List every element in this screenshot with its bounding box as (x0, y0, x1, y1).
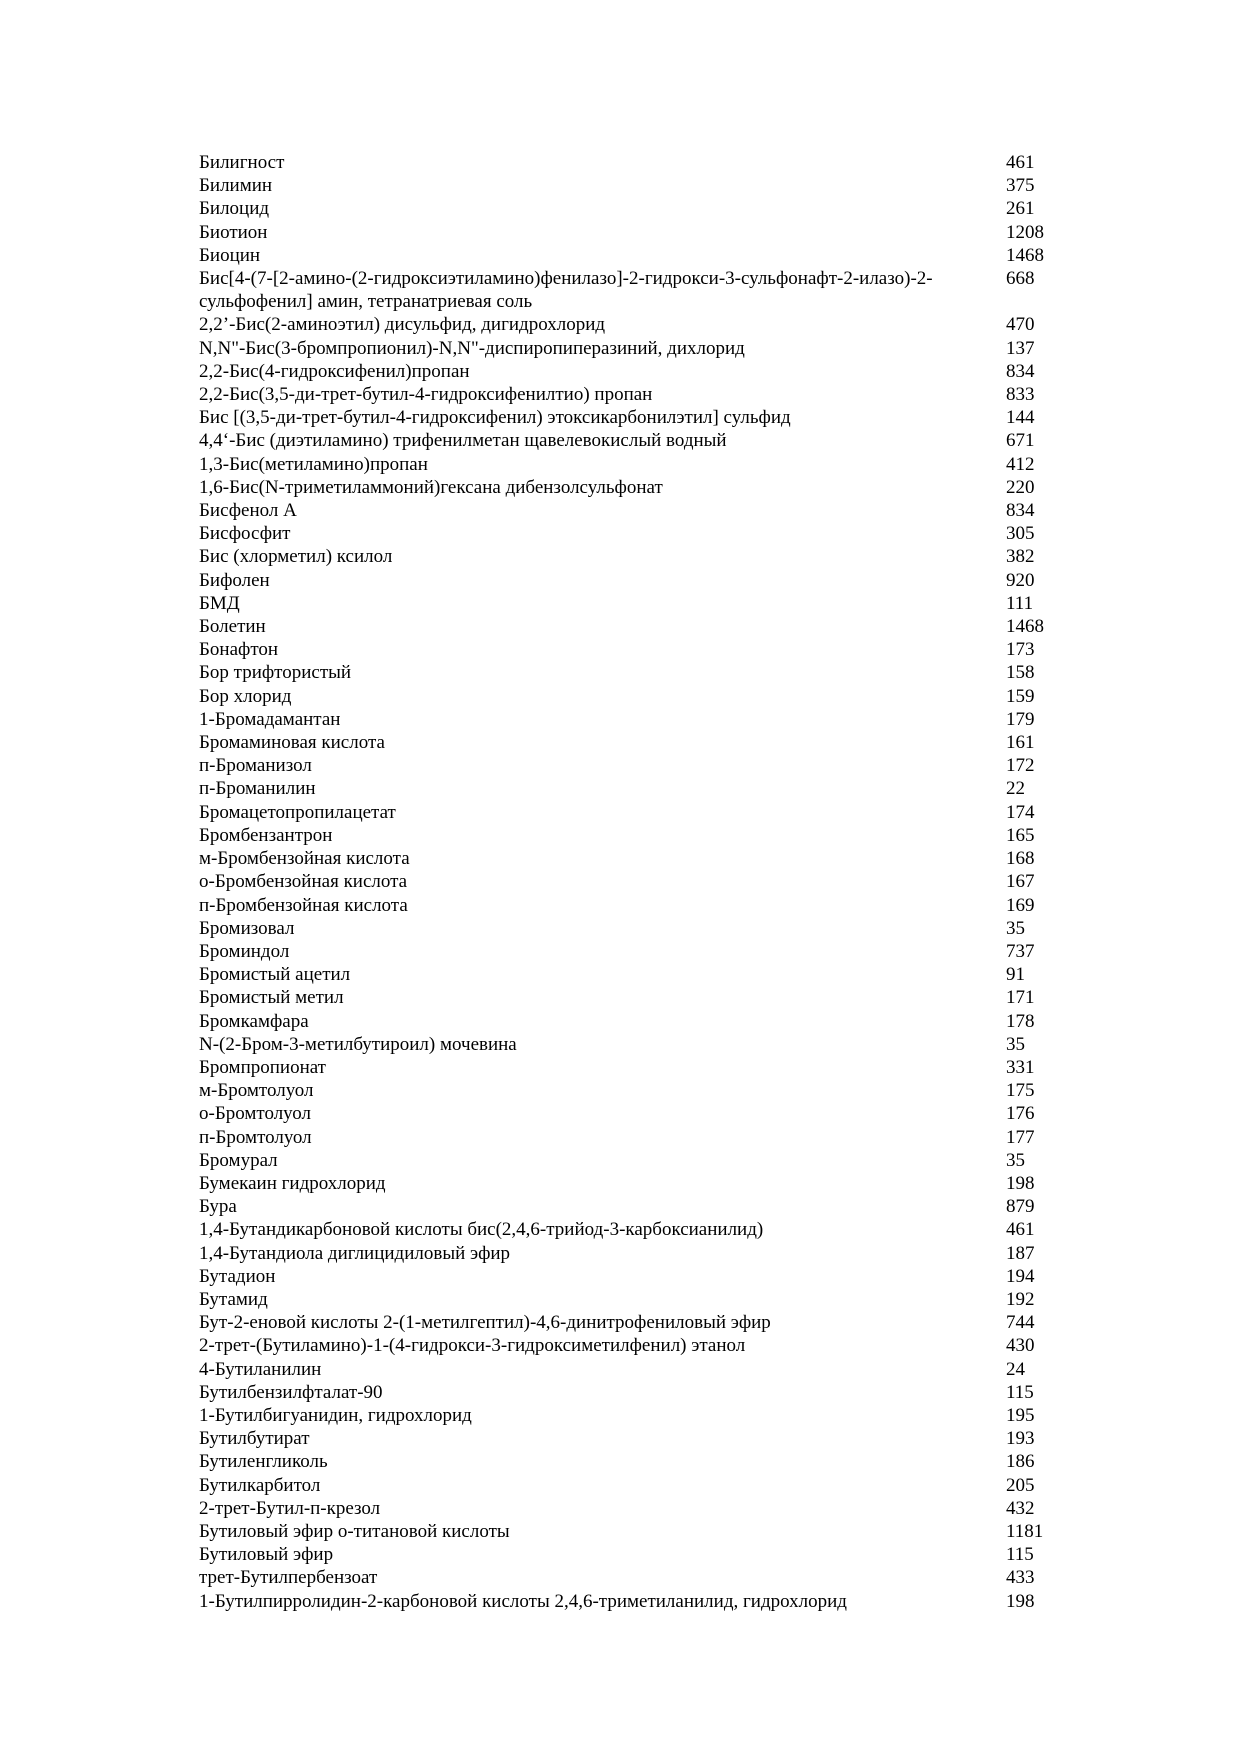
entry-name: Бромаминовая кислота (199, 732, 385, 754)
entry-page-number: 159 (1006, 685, 1035, 707)
entry-name: Бутилкарбитол (199, 1474, 321, 1496)
entry-page-number: 91 (1006, 964, 1025, 986)
entry-name: Бутиловый эфир о-титановой кислоты (199, 1520, 510, 1542)
entry-page-number: 1468 (1006, 616, 1044, 638)
entry-name: Бромпропионат (199, 1056, 326, 1078)
index-entry (199, 1404, 1079, 1427)
entry-name: Бромацетопропилацетат (199, 801, 396, 823)
entry-name: Бисфосфит (199, 523, 291, 545)
entry-page-number: 879 (1006, 1196, 1035, 1218)
entry-name: о-Бромбензойная кислота (199, 871, 408, 893)
index-entry (199, 1102, 1079, 1125)
index-entry (199, 986, 1079, 1009)
entry-page-number: 671 (1006, 430, 1035, 452)
index-entry (199, 267, 1079, 313)
entry-page-number: 175 (1006, 1080, 1035, 1102)
entry-name: м-Бромтолуол (199, 1080, 314, 1102)
entry-page-number: 382 (1006, 546, 1035, 568)
entry-name: 1-Бутилпирролидин-2-карбоновой кислоты 2,4,6-триметиланилид, гидрохлорид (199, 1590, 847, 1612)
index-entry (199, 337, 1079, 360)
entry-page-number: 194 (1006, 1265, 1035, 1287)
index-entry (199, 638, 1079, 661)
entry-name: Бутиленгликоль (199, 1451, 328, 1473)
entry-page-number: 430 (1006, 1335, 1035, 1357)
entry-name: 1,6-Бис(N-триметиламмоний)гексана дибензолсульфонат (199, 476, 663, 498)
index-entry (199, 545, 1079, 568)
entry-name: Бутадион (199, 1265, 276, 1287)
entry-name: Бифолен (199, 569, 270, 591)
index-entry (199, 1590, 1079, 1613)
entry-page-number: 174 (1006, 801, 1035, 823)
index-entry (199, 708, 1079, 731)
entry-page-number: 178 (1006, 1010, 1035, 1032)
index-entry (199, 1218, 1079, 1241)
index-entry (199, 1566, 1079, 1589)
index-entry (199, 1149, 1079, 1172)
index-entry (199, 174, 1079, 197)
index-entry (199, 1450, 1079, 1473)
entry-page-number: 35 (1006, 1149, 1025, 1171)
entry-name: 1-Бутилбигуанидин, гидрохлорид (199, 1404, 472, 1426)
index-entry (199, 1381, 1079, 1404)
entry-page-number: 198 (1006, 1172, 1035, 1194)
entry-name: Бис [(3,5-ди-трет-бутил-4-гидроксифенил) этоксикарбонилэтил] сульфид (199, 407, 791, 429)
entry-page-number: 22 (1006, 778, 1025, 800)
entry-page-number: 187 (1006, 1242, 1035, 1264)
index-entry (199, 1033, 1079, 1056)
entry-name: Бор трифтористый (199, 662, 352, 684)
entry-name: Бонафтон (199, 639, 279, 661)
index-entry (199, 429, 1079, 452)
index-entry (199, 499, 1079, 522)
index-entry (199, 1010, 1079, 1033)
index-entry (199, 360, 1079, 383)
entry-page-number: 173 (1006, 639, 1035, 661)
index-entry (199, 1311, 1079, 1334)
entry-name: Билигност (199, 152, 285, 173)
entry-page-number: 186 (1006, 1451, 1035, 1473)
index-entry (199, 1172, 1079, 1195)
entry-page-number: 920 (1006, 569, 1035, 591)
entry-page-number: 432 (1006, 1497, 1035, 1519)
entry-name: Бумекаин гидрохлорид (199, 1172, 386, 1194)
index-entry (199, 1497, 1079, 1520)
index-entry (199, 313, 1079, 336)
index-entry (199, 685, 1079, 708)
entry-name: 2,2-Бис(3,5-ди-трет-бутил-4-гидроксифенилтио) пропан (199, 384, 653, 406)
entry-page-number: 168 (1006, 848, 1035, 870)
entry-page-number: 137 (1006, 337, 1035, 359)
entry-page-number: 1468 (1006, 244, 1044, 266)
index-entry (199, 1288, 1079, 1311)
index-entry (199, 1056, 1079, 1079)
entry-page-number: 35 (1006, 1033, 1025, 1055)
entry-name: Бут-2-еновой кислоты 2-(1-метилгептил)-4,6-динитрофениловый эфир (199, 1312, 771, 1334)
entry-page-number: 375 (1006, 175, 1035, 197)
entry-page-number: 412 (1006, 453, 1035, 475)
index-entry (199, 151, 1079, 174)
entry-page-number: 193 (1006, 1428, 1035, 1450)
entry-name: Бромкамфара (199, 1010, 309, 1032)
entry-page-number: 171 (1006, 987, 1035, 1009)
entry-name: Болетин (199, 616, 266, 638)
index-entry (199, 406, 1079, 429)
entry-name: Бромистый метил (199, 987, 344, 1009)
entry-page-number: 461 (1006, 1219, 1035, 1241)
entry-page-number: 261 (1006, 198, 1035, 220)
entry-page-number: 461 (1006, 152, 1035, 173)
entry-name: Бромбензантрон (199, 824, 333, 846)
entry-page-number: 24 (1006, 1358, 1025, 1380)
entry-name: 2,2’-Бис(2-аминоэтил) дисульфид, дигидрохлорид (199, 314, 606, 336)
entry-name: 4,4‘-Бис (диэтиламино) трифенилметан щавелевокислый водный (199, 430, 727, 452)
entry-page-number: 205 (1006, 1474, 1035, 1496)
entry-name: 2-трет-(Бутиламино)-1-(4-гидрокси-3-гидроксиметилфенил) этанол (199, 1335, 746, 1357)
index-entry (199, 1265, 1079, 1288)
index-entry (199, 1358, 1079, 1381)
entry-page-number: 834 (1006, 500, 1035, 522)
index-entry (199, 476, 1079, 499)
entry-page-number: 331 (1006, 1056, 1035, 1078)
entry-page-number: 172 (1006, 755, 1035, 777)
index-entry (199, 1427, 1079, 1450)
entry-name: о-Бромтолуол (199, 1103, 311, 1125)
index-entry (199, 940, 1079, 963)
entry-page-number: 179 (1006, 708, 1035, 730)
entry-name: Бис (хлорметил) ксилол (199, 546, 393, 568)
entry-page-number: 192 (1006, 1288, 1035, 1310)
entry-name: п-Бромбензойная кислота (199, 894, 408, 916)
index-list (199, 151, 1079, 1613)
entry-name: N-(2-Бром-3-метилбутироил) мочевина (199, 1033, 517, 1055)
entry-page-number: 169 (1006, 894, 1035, 916)
entry-name: 1,4-Бутандикарбоновой кислоты бис(2,4,6-трийод-3-карбоксианилид) (199, 1219, 764, 1241)
entry-page-number: 165 (1006, 824, 1035, 846)
entry-name: Бромурал (199, 1149, 278, 1171)
entry-page-number: 220 (1006, 476, 1035, 498)
entry-name: БМД (199, 592, 240, 614)
index-entry (199, 917, 1079, 940)
entry-page-number: 433 (1006, 1567, 1035, 1589)
entry-name: Бор хлорид (199, 685, 292, 707)
entry-name: п-Броманизол (199, 755, 312, 777)
entry-name: Бисфенол А (199, 500, 297, 522)
index-entry (199, 569, 1079, 592)
entry-name: 4-Бутиланилин (199, 1358, 322, 1380)
index-entry (199, 801, 1079, 824)
index-entry (199, 731, 1079, 754)
entry-name: Броминдол (199, 940, 290, 962)
index-entry (199, 383, 1079, 406)
entry-page-number: 744 (1006, 1312, 1035, 1334)
index-entry (199, 777, 1079, 800)
entry-page-number: 668 (1006, 268, 1035, 290)
index-entry (199, 615, 1079, 638)
entry-page-number: 177 (1006, 1126, 1035, 1148)
index-entry (199, 1079, 1079, 1102)
entry-page-number: 305 (1006, 523, 1035, 545)
index-entry (199, 244, 1079, 267)
entry-name: Бутилбутират (199, 1428, 310, 1450)
entry-page-number: 115 (1006, 1381, 1034, 1403)
index-entry (199, 754, 1079, 777)
entry-page-number: 198 (1006, 1590, 1035, 1612)
entry-name: Бромистый ацетил (199, 964, 351, 986)
index-entry (199, 963, 1079, 986)
entry-page-number: 195 (1006, 1404, 1035, 1426)
entry-name: Бутамид (199, 1288, 268, 1310)
index-entry (199, 221, 1079, 244)
entry-name: Бис[4-(7-[2-амино-(2-гидроксиэтиламино)фенилазо]-2-гидрокси-3-сульфонафт-2-илазо)-2-сульфофенил] амин, тетранатриевая соль (199, 268, 933, 313)
index-entry (199, 197, 1079, 220)
entry-page-number: 737 (1006, 940, 1035, 962)
entry-name: N,N"-Бис(3-бромпропионил)-N,N"-диспиропиперазиний, дихлорид (199, 337, 745, 359)
index-entry (199, 661, 1079, 684)
entry-page-number: 35 (1006, 917, 1025, 939)
entry-name: Бутилбензилфталат-90 (199, 1381, 383, 1403)
entry-page-number: 158 (1006, 662, 1035, 684)
entry-name: Бутиловый эфир (199, 1544, 334, 1566)
index-entry (199, 870, 1079, 893)
index-entry (199, 894, 1079, 917)
index-entry (199, 522, 1079, 545)
index-entry (199, 847, 1079, 870)
entry-name: Биоцин (199, 244, 261, 266)
entry-name: п-Броманилин (199, 778, 316, 800)
index-entry (199, 1334, 1079, 1357)
entry-name: 2-трет-Бутил-п-крезол (199, 1497, 381, 1519)
entry-name: 1,4-Бутандиола диглицидиловый эфир (199, 1242, 511, 1264)
entry-name: Бура (199, 1196, 237, 1218)
index-entry (199, 1242, 1079, 1265)
entry-name: 1-Бромадамантан (199, 708, 341, 730)
index-entry (199, 1126, 1079, 1149)
index-entry (199, 1195, 1079, 1218)
index-entry (199, 1474, 1079, 1497)
entry-page-number: 161 (1006, 732, 1035, 754)
index-entry (199, 1543, 1079, 1566)
entry-page-number: 115 (1006, 1544, 1034, 1566)
entry-page-number: 833 (1006, 384, 1035, 406)
entry-name: трет-Бутилпербензоат (199, 1567, 378, 1589)
entry-name: Билоцид (199, 198, 270, 220)
index-entry (199, 453, 1079, 476)
index-entry (199, 824, 1079, 847)
entry-page-number: 111 (1006, 592, 1034, 614)
entry-name: Бромизовал (199, 917, 295, 939)
entry-page-number: 144 (1006, 407, 1035, 429)
entry-name: 1,3-Бис(метиламино)пропан (199, 453, 428, 475)
entry-page-number: 1181 (1006, 1520, 1044, 1542)
entry-page-number: 176 (1006, 1103, 1035, 1125)
entry-page-number: 470 (1006, 314, 1035, 336)
index-entry (199, 1520, 1079, 1543)
entry-page-number: 834 (1006, 360, 1035, 382)
entry-page-number: 167 (1006, 871, 1035, 893)
entry-name: п-Бромтолуол (199, 1126, 312, 1148)
index-entry (199, 592, 1079, 615)
entry-name: Биотион (199, 221, 268, 243)
entry-name: 2,2-Бис(4-гидроксифенил)пропан (199, 360, 470, 382)
entry-name: м-Бромбензойная кислота (199, 848, 410, 870)
entry-name: Билимин (199, 175, 273, 197)
entry-page-number: 1208 (1006, 221, 1044, 243)
